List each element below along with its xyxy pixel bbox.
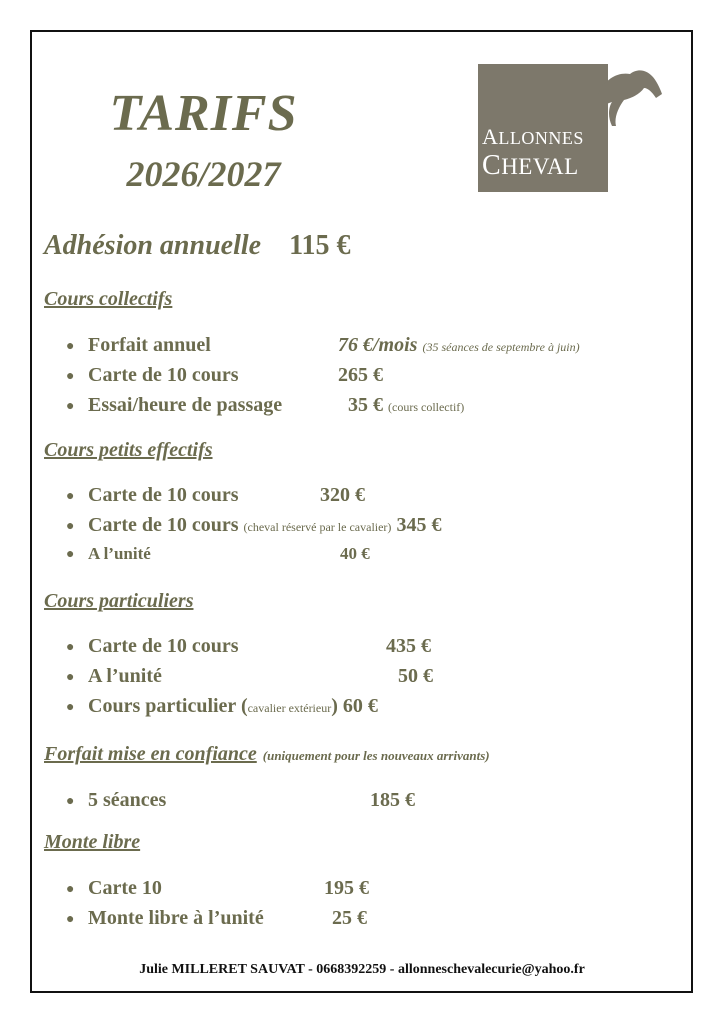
section-collectifs-title: Cours collectifs xyxy=(44,288,173,310)
list-item-price: 195 € xyxy=(324,877,369,899)
section-confiance-note: (uniquement pour les nouveaux arrivants) xyxy=(262,748,490,763)
bullet-icon: ● xyxy=(66,912,75,927)
list-item-price: 265 € xyxy=(338,364,383,386)
price-value: 76 €/mois xyxy=(338,334,418,356)
bullet-icon: ● xyxy=(66,369,75,384)
list-item-price: 40 € xyxy=(340,544,370,563)
page-year: 2026/2027 xyxy=(126,154,281,194)
list-item xyxy=(88,695,378,718)
list-item-note: (cheval réservé par le cavalier) xyxy=(243,520,392,534)
bullet-icon: ● xyxy=(66,489,75,504)
bullet-icon: ● xyxy=(66,640,75,655)
list-item-label: Forfait annuel xyxy=(88,334,211,356)
list-item xyxy=(88,514,441,537)
price-value: 35 € xyxy=(348,394,383,416)
section-confiance-label: Forfait mise en confiance xyxy=(44,743,257,765)
bullet-icon: ● xyxy=(66,519,75,534)
adhesion-label: Adhésion annuelle xyxy=(44,230,262,261)
list-item-price: 60 € xyxy=(342,695,378,717)
list-item-price xyxy=(348,394,464,417)
list-item-note: (cours collectif) xyxy=(388,400,465,414)
section-particuliers-title: Cours particuliers xyxy=(44,590,194,612)
list-item-label: Monte libre à l’unité xyxy=(88,907,264,929)
list-item-price: 25 € xyxy=(332,907,367,929)
list-item-label: Carte de 10 cours xyxy=(88,635,239,657)
bullet-icon: ● xyxy=(66,670,75,685)
bullet-icon: ● xyxy=(66,339,75,354)
bullet-icon: ● xyxy=(66,700,75,715)
list-item-note: (35 séances de septembre à juin) xyxy=(422,340,580,354)
bullet-icon: ● xyxy=(66,547,75,562)
bullet-icon: ● xyxy=(66,399,75,414)
list-item-label-close: ) xyxy=(331,695,338,717)
bullet-icon: ● xyxy=(66,794,75,809)
adhesion xyxy=(44,230,351,262)
logo-line2: CHEVAL xyxy=(482,150,579,181)
list-item-label: Cours particulier ( xyxy=(88,695,248,717)
list-item-label: Carte 10 xyxy=(88,877,162,899)
list-item-price: 345 € xyxy=(396,514,442,536)
list-item-label: A l’unité xyxy=(88,544,151,563)
adhesion-price: 115 € xyxy=(289,230,351,261)
section-monte-title: Monte libre xyxy=(44,831,141,853)
list-item-note: cavalier extérieur xyxy=(247,701,332,715)
list-item-price xyxy=(338,334,580,357)
list-item-label: Carte de 10 cours xyxy=(88,514,239,536)
jumping-horse-icon xyxy=(596,64,666,134)
list-item-label: Essai/heure de passage xyxy=(88,394,283,416)
section-confiance-title xyxy=(44,743,490,766)
page-title: TARIFS xyxy=(109,85,298,142)
list-item-price: 185 € xyxy=(370,789,415,811)
bullet-icon: ● xyxy=(66,882,75,897)
list-item-label: A l’unité xyxy=(88,665,162,687)
list-item-label: Carte de 10 cours xyxy=(88,484,239,506)
section-petits-title: Cours petits effectifs xyxy=(44,439,213,461)
footer-contact: Julie MILLERET SAUVAT - 0668392259 - allonneschevalecurie@yahoo.fr xyxy=(139,962,585,977)
list-item-price: 435 € xyxy=(386,635,431,657)
logo xyxy=(478,64,608,192)
logo-line1: ALLONNES xyxy=(482,124,584,149)
list-item-price: 320 € xyxy=(320,484,365,506)
list-item-price: 50 € xyxy=(398,665,433,687)
list-item-label: 5 séances xyxy=(88,789,167,811)
list-item-label: Carte de 10 cours xyxy=(88,364,239,386)
